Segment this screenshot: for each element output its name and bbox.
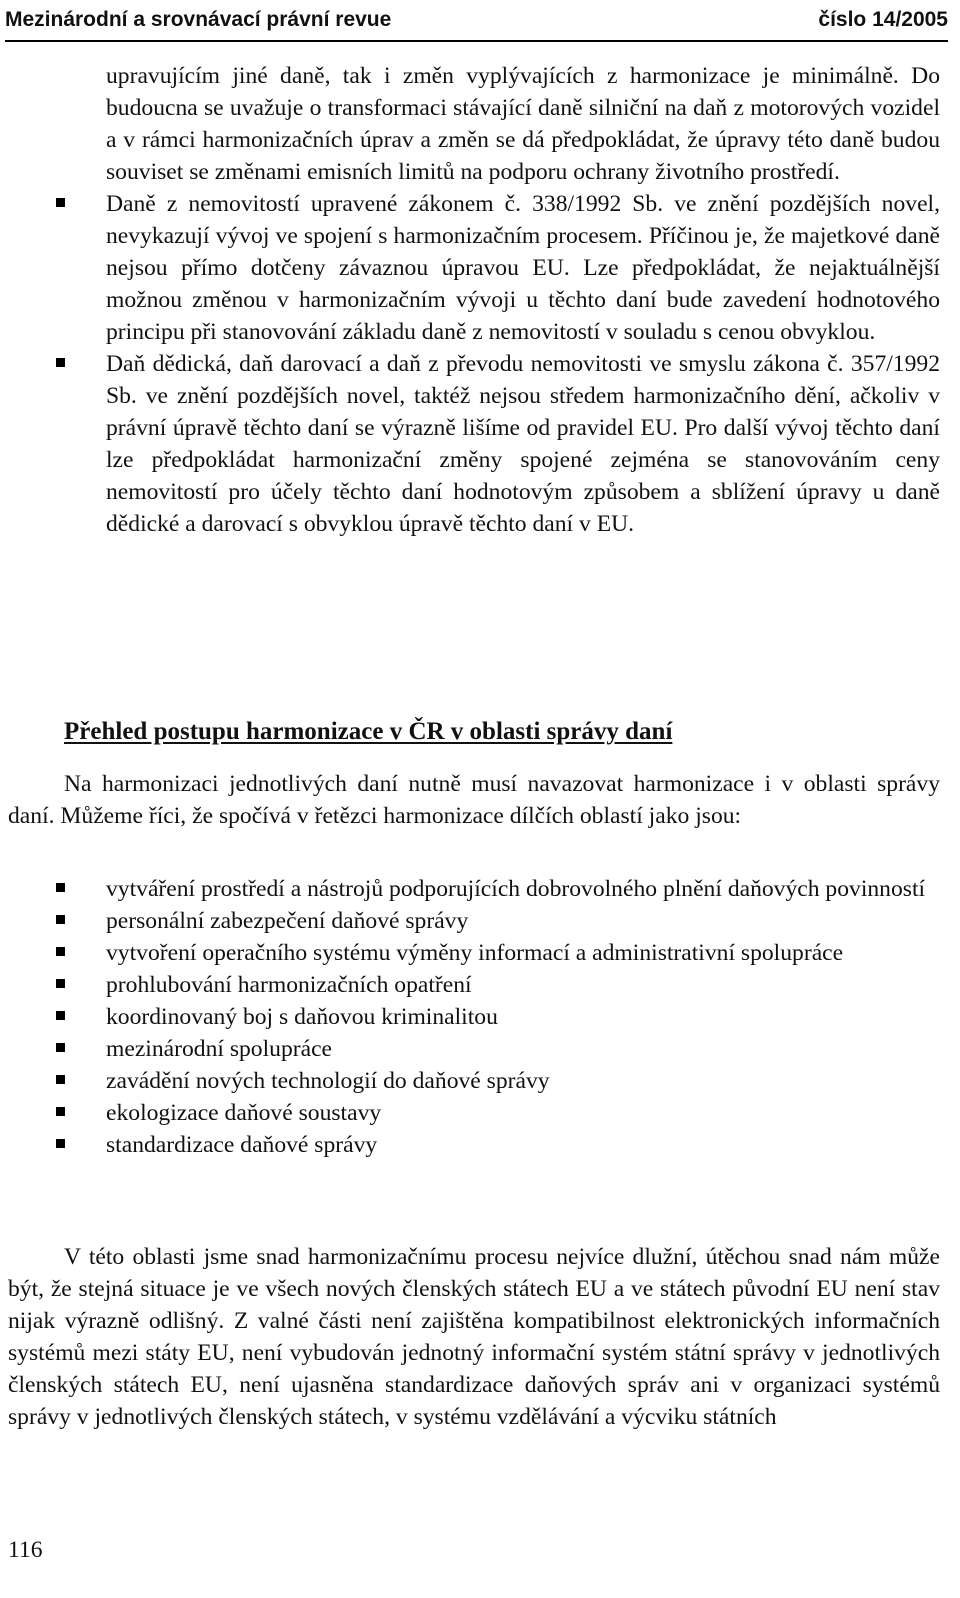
intro-paragraph: Na harmonizaci jednotlivých daní nutně musí navazovat harmonizace i v oblasti správy daní. Můžeme říci, že spočívá v řetězci harmonizace dílčích oblastí jako jsou: (8, 771, 940, 829)
list-item-text: vytváření prostředí a nástrojů podporujících dobrovolného plnění daňových povinností (106, 876, 926, 902)
bullet-icon (56, 1011, 65, 1020)
list-item (56, 188, 940, 348)
bullet-icon (56, 198, 65, 207)
issue-number: číslo 14/2005 (818, 8, 948, 31)
list-item-text: vytvoření operačního systému výměny informací a administrativní spolupráce (106, 940, 844, 966)
bullet-icon (56, 1043, 65, 1052)
list-item (56, 1001, 940, 1033)
running-header (5, 0, 948, 40)
list-item-text: koordinovaný boj s daňovou kriminalitou (106, 1004, 498, 1030)
list-item-text: standardizace daňové správy (106, 1132, 378, 1158)
list-item-text: mezinárodní spolupráce (106, 1036, 333, 1062)
list-item (56, 1033, 940, 1065)
list-item-text: zavádění nových technologií do daňové správy (106, 1068, 550, 1094)
list-item (56, 873, 940, 905)
page-number: 116 (8, 1537, 43, 1563)
header-divider (5, 40, 948, 42)
list-item-text: Daň dědická, daň darovací a daň z převodu nemovitosti ve smyslu zákona č. 357/1992 Sb. ve znění pozdějších novel, taktéž nejsou středem harmonizačního dění, ačkoliv v právní úpravě těchto daní se výrazně lišíme od pravidel EU. Pro další vývoj těchto daní lze předpokládat harmonizační změny spojené zejména se stanovováním ceny nemovitostí pro účely těchto daní hodnotovým způsobem a sblížení úpravy u daně dědické a darovací s obvyklou úpravě těchto daní v EU. (106, 351, 940, 537)
list-item-text: personální zabezpečení daňové správy (106, 908, 469, 934)
bullet-icon (56, 947, 65, 956)
list-item-text: ekologizace daňové soustavy (106, 1100, 382, 1126)
continuation-paragraph: upravujícím jiné daně, tak i změn vyplývajících z harmonizace je minimálně. Do budoucna se uvažuje o transformaci stávající daně silniční na daň z motorových vozidel a v rámci harmonizačních úprav a změn se dá předpokládat, že úpravy této daně budou souviset se změnami emisních limitů na podporu ochrany životního prostředí. (106, 63, 940, 185)
list-item (56, 1097, 940, 1129)
section-intro (8, 768, 940, 832)
bullet-icon (56, 1139, 65, 1148)
list-item (56, 937, 940, 969)
bullet-icon (56, 1107, 65, 1116)
list-item (56, 1065, 940, 1097)
bullet-icon (56, 979, 65, 988)
harmonization-list (56, 873, 940, 1161)
bullet-icon (56, 358, 65, 367)
bullet-icon (56, 1075, 65, 1084)
bullet-icon (56, 883, 65, 892)
top-bullet-block (56, 60, 940, 540)
list-item-text: prohlubování harmonizačních opatření (106, 972, 472, 998)
journal-title: Mezinárodní a srovnávací právní revue (5, 8, 392, 31)
list-item-text: Daně z nemovitostí upravené zákonem č. 338/1992 Sb. ve znění pozdějších novel, nevykazují vývoj ve spojení s harmonizačním procesem. Příčinou je, že majetkové daně nejsou přímo dotčeny závaznou úpravou EU. Lze předpokládat, že nejaktuálnější možnou změnou v harmonizačním vývoji u těchto daní bude zavedení hodnotového principu při stanovování základu daně z nemovitostí v souladu s cenou obvyklou. (106, 191, 940, 345)
list-item (56, 348, 940, 540)
section-heading: Přehled postupu harmonizace v ČR v oblasti správy daní (64, 718, 673, 745)
closing-paragraph: V této oblasti jsme snad harmonizačnímu procesu nejvíce dlužní, útěchou snad nám může být, že stejná situace je ve všech nových členských státech EU a ve státech původní EU není stav nijak výrazně odlišný. Z valné části není zajištěna kompatibilnost elektronických informačních systémů mezi státy EU, není vybudován jednotný informační systém státní správy v jednotlivých členských státech EU, není ujasněna standardizace daňových správ ani v organizaci systémů správy v jednotlivých členských státech, v systému vzdělávání a výcviku státních (8, 1244, 940, 1430)
list-item (56, 1129, 940, 1161)
list-item (56, 905, 940, 937)
list-item (56, 969, 940, 1001)
bullet-icon (56, 915, 65, 924)
